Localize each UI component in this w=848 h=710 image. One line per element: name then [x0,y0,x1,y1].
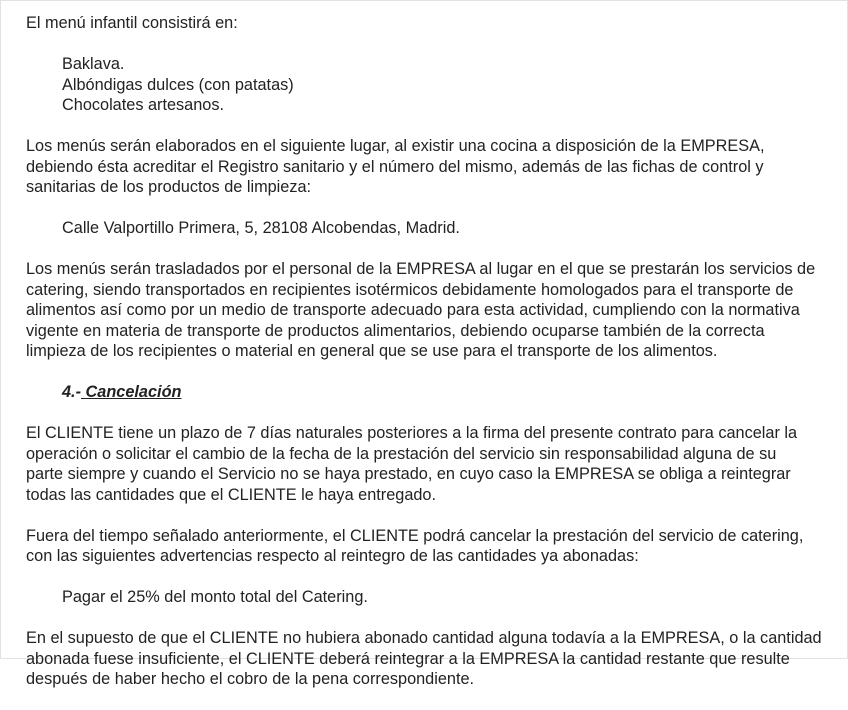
menu-item: Baklava. [62,55,125,73]
text-line: sanitarias de los productos de limpieza: [26,178,312,196]
text-line: El CLIENTE tiene un plazo de 7 días naturales posteriores a la firma del presente contrato para cancelar la [26,424,798,442]
section-number: 4.- [62,383,82,401]
text-line: catering, siendo transportados en recipientes isotérmicos debidamente homologados para el transporte de [26,280,794,299]
document-body [26,13,826,710]
text-line: vigente en materia de transporte de productos alimentarios, debiendo ocuparse también de la correcta [26,321,765,340]
menu-list [26,54,826,116]
text-line: parte siempre y cuando el Servicio no se haya prestado, en cuyo caso la EMPRESA se obliga a reintegrar [26,465,791,483]
text-line: Los menús serán trasladados por el personal de la EMPRESA al lugar en el que se prestarán los servicios de [26,260,816,278]
kitchen-address: Calle Valportillo Primera, 5, 28108 Alcobendas, Madrid. [62,219,460,237]
text-line: después de haber hecho el cobro de la pena correspondiente. [26,670,475,688]
section-heading [26,382,826,403]
location-paragraph [26,136,826,198]
penalty-clause: Pagar el 25% del monto total del Catering. [62,588,368,606]
section-title: Cancelación [81,383,182,401]
text-line: debiendo ésta acreditar el Registro sanitario y el número del mismo, además de las fichas de control y [26,157,764,176]
cancellation-paragraph [26,423,826,505]
text-line: limpieza de los recipientes o material en general que se use para el transporte de los alimentos. [26,342,718,360]
text-line: alimentos así como por un medio de transporte adecuado para esta actividad, cumpliendo con la normativa [26,301,800,319]
menu-item: Chocolates artesanos. [62,96,225,114]
text-line: Fuera del tiempo señalado anteriormente, el CLIENTE podrá cancelar la prestación del servicio de catering, [26,526,804,545]
late-cancellation-paragraph [26,526,826,567]
text-line: todas las cantidades que el CLIENTE le haya entregado. [26,485,437,504]
text-line: operación o solicitar el cambio de la fecha de la prestación del servicio sin responsabilidad alguna de su [26,444,777,463]
text-line: con las siguientes advertencias respecto al reintegro de las cantidades ya abonadas: [26,547,639,565]
menu-intro: El menú infantil consistirá en: [26,14,238,32]
text-line: abonada fuese insuficiente, el CLIENTE deberá reintegrar a la EMPRESA la cantidad restante que resulte [26,649,790,668]
text-line: Los menús serán elaborados en el siguiente lugar, al existir una cocina a disposición de la EMPRESA, [26,137,765,155]
text-line: En el supuesto de que el CLIENTE no hubiera abonado cantidad alguna todavía a la EMPRESA, o la cantidad [26,629,822,647]
menu-item: Albóndigas dulces (con patatas) [62,75,294,94]
transport-paragraph [26,259,826,362]
